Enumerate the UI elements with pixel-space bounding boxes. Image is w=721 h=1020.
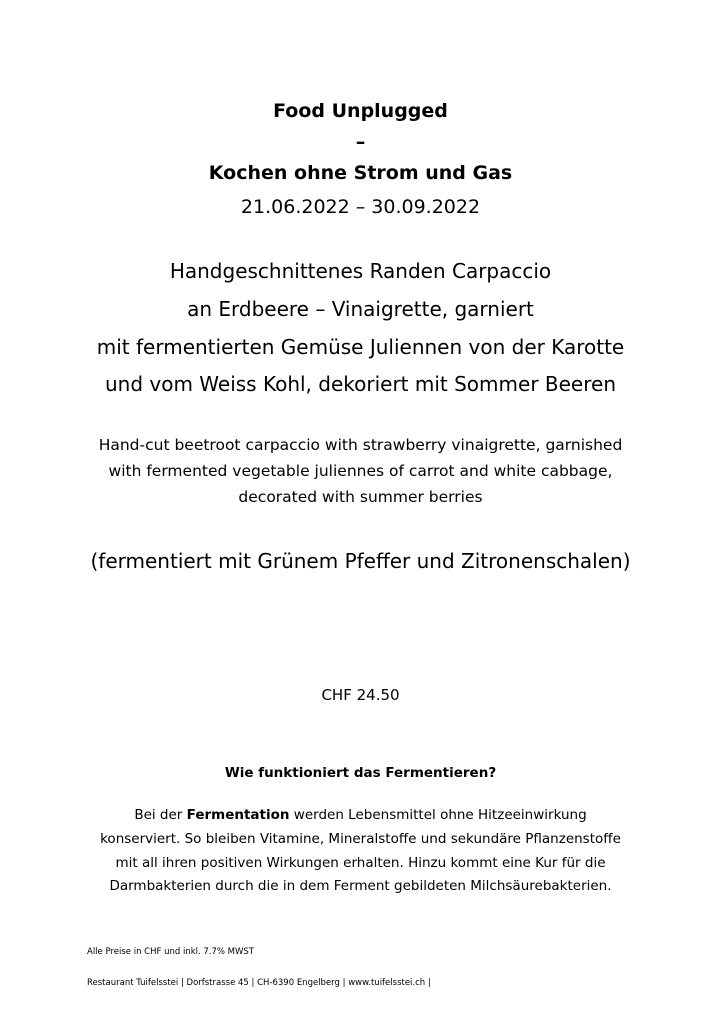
price-disclaimer: Alle Preise in CHF und inkl. 7.7% MWST	[87, 947, 255, 957]
event-dates: 21.06.2022 – 30.09.2022	[240, 196, 481, 218]
info-text-line-2: konserviert. So bleiben Vitamine, Mineralstoffe und sekundäre Pflanzenstoffe	[100, 831, 621, 847]
fermentation-note: (fermentiert mit Grünem Pfeffer und Zitronenschalen)	[90, 549, 631, 573]
dish-description-de-line-4: und vom Weiss Kohl, dekoriert mit Sommer Beeren	[104, 372, 616, 396]
restaurant-address: Restaurant Tuifelsstei | Dorfstrasse 45 | CH-6390 Engelberg | www.tuifelsstei.ch |	[87, 978, 431, 988]
info-text-bold-term: Fermentation	[186, 807, 290, 823]
dish-description-en-line-1: Hand-cut beetroot carpaccio with strawberry vinaigrette, garnished	[98, 436, 623, 454]
event-title: Food Unplugged	[273, 100, 448, 122]
dish-description-en-line-2: with fermented vegetable juliennes of carrot and white cabbage,	[108, 462, 613, 480]
dish-description-de-line-1: Handgeschnittenes Randen Carpaccio	[169, 259, 552, 283]
info-text-line-3: mit all ihren positiven Wirkungen erhalten. Hinzu kommt eine Kur für die	[115, 855, 606, 871]
event-subtitle: Kochen ohne Strom und Gas	[208, 162, 513, 184]
info-heading: Wie funktioniert das Fermentieren?	[224, 765, 497, 781]
dish-description-de-line-2: an Erdbeere – Vinaigrette, garniert	[187, 297, 534, 321]
info-text-line-1	[0, 804, 721, 828]
dish-price: CHF 24.50	[321, 686, 400, 704]
info-text-line-4: Darmbakterien durch die in dem Ferment gebildeten Milchsäurebakterien.	[109, 878, 612, 894]
dish-description-de-line-3: mit fermentierten Gemüse Juliennen von der Karotte	[96, 335, 625, 359]
dish-description-en-line-3: decorated with summer berries	[238, 488, 483, 506]
info-text-suffix: werden Lebensmittel ohne Hitzeeinwirkung	[289, 807, 587, 823]
info-text-prefix: Bei der	[134, 807, 187, 823]
title-dash: –	[355, 131, 366, 153]
